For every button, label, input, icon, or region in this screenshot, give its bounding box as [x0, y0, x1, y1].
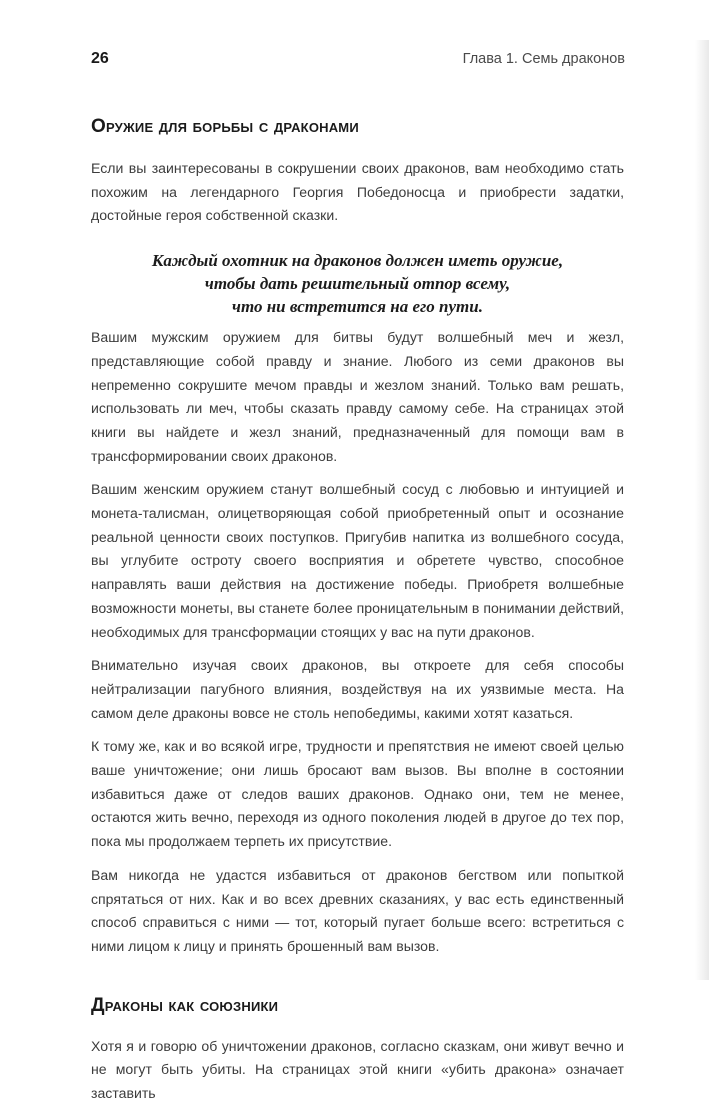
- page-edge-shadow: [695, 40, 709, 980]
- quote-line: что ни встретится на его пути.: [232, 297, 483, 317]
- pull-quote: [91, 249, 624, 318]
- intro-paragraph: Если вы заинтересованы в сокрушении своих драконов, вам необходимо стать похожим на легендарного Георгия Победоносца и приобрести задатки, достойные героя собственной сказки.: [91, 160, 624, 224]
- section-heading-weapons: Оружие для борьбы с драконами: [91, 116, 359, 137]
- body-paragraph: Вашим мужским оружием для битвы будут волшебный меч и жезл, представляющие собой правду и знание. Любого из семи драконов вы непременно сокрушите мечом правды и жезлом знаний. Только вам решать, использовать ли меч, чтобы сказать правду самому себе. На страницах этой книги вы найдете и жезл знаний, предназначенный для помощи вам в трансформировании своих драконов.: [91, 329, 624, 464]
- body-paragraph: Вашим женским оружием станут волшебный сосуд с любовью и интуицией и монета-талисман, олицетворяющая собой приобретенный опыт и осознание реальной ценности своих поступков. Пригубив напитка из волшебного сосуда, вы углубите остроту своего восприятия и обретете чувство, способное направлять ваши действия на достижение победы. Приобретя волшебные возможности монеты, вы станете более проницательным в понимании действий, необходимых для трансформации стоящих у вас на пути драконов.: [91, 481, 625, 640]
- body-paragraph: Хотя я и говорю об уничтожении драконов, согласно сказкам, они живут вечно и не могут быть убиты. На страницах этой книги «убить дракона» означает заставить: [91, 1037, 624, 1102]
- page-number: 26: [91, 50, 109, 67]
- section-heading-allies: Драконы как союзники: [91, 994, 279, 1016]
- running-title: Глава 1. Семь драконов: [462, 51, 625, 67]
- quote-line: Каждый охотник на драконов должен иметь оружие,: [151, 251, 564, 271]
- body-paragraph: К тому же, как и во всякой игре, трудности и препятствия не имеют своей целью ваше уничтожение; они лишь бросают вам вызов. Вы вполне в состоянии избавиться даже от следов ваших драконов. Однако они, тем не менее, остаются жить вечно, переходя из одного поколения людей в другое до тех пор, пока мы продолжаем терпеть их присутствие.: [91, 738, 624, 850]
- page-content: [91, 114, 624, 1106]
- quote-line: чтобы дать решительный отпор всему,: [204, 274, 511, 294]
- body-paragraph: Внимательно изучая своих драконов, вы откроете для себя способы нейтрализации пагубного влияния, воздействуя на их уязвимые места. На самом деле драконы вовсе не столь непобедимы, какими хотят казаться.: [91, 657, 624, 721]
- page-header: [91, 50, 625, 72]
- body-paragraph: Вам никогда не удастся избавиться от драконов бегством или попыткой спрятаться от них. Как и во всех древних сказаниях, у вас есть единственный способ справиться с ними — тот, который пугает больше всего: встретиться с ними лицом к лицу и принять брошенный вам вызов.: [91, 866, 624, 954]
